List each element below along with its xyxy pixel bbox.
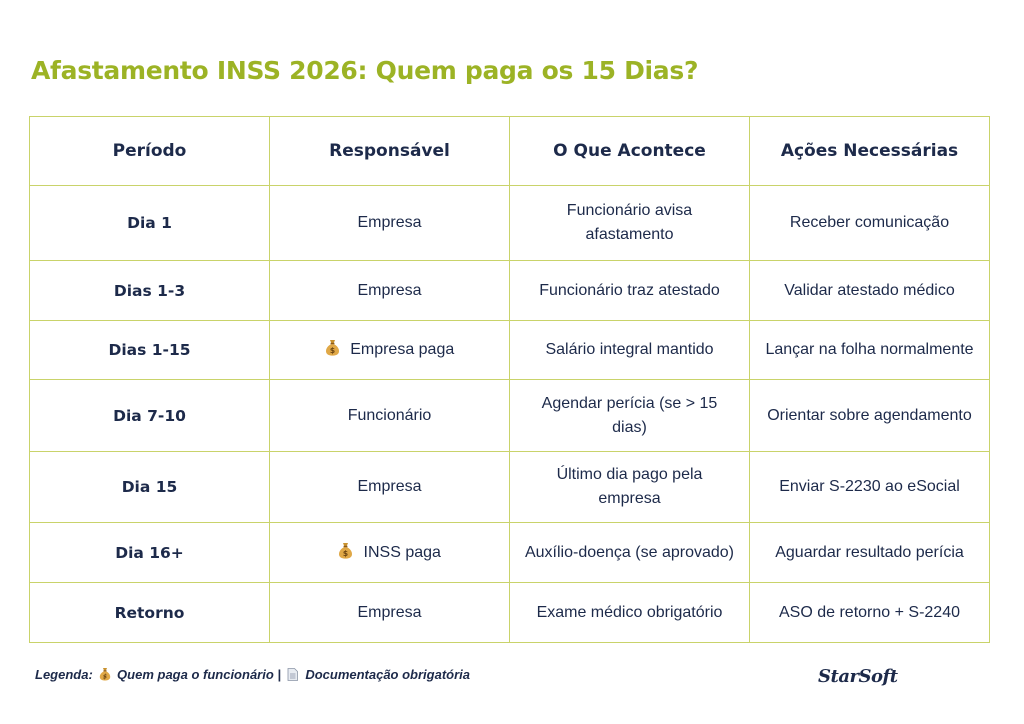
table-row: [30, 452, 990, 523]
cell-actions: Aguardar resultado perícia: [750, 523, 990, 583]
cell-responsible: [270, 321, 510, 380]
cell-responsible-text: Empresa: [357, 603, 422, 621]
cell-period: Dias 1-15: [30, 321, 270, 380]
inss-table: [29, 116, 990, 643]
cell-responsible-text: Empresa paga: [350, 341, 455, 358]
cell-responsible-text: INSS paga: [363, 543, 441, 561]
cell-period: Dias 1-3: [30, 261, 270, 321]
header-responsible: Responsável: [270, 117, 510, 186]
cell-responsible: [270, 186, 510, 261]
legend: [35, 667, 470, 682]
cell-happens: Agendar perícia (se > 15 dias): [510, 380, 750, 452]
svg-text:$: $: [342, 548, 349, 558]
cell-responsible: [270, 261, 510, 321]
cell-period: Dia 16+: [30, 523, 270, 583]
cell-happens: Salário integral mantido: [510, 321, 750, 380]
table-row: [30, 583, 990, 643]
header-period: Período: [30, 117, 270, 186]
cell-period: Dia 15: [30, 452, 270, 523]
cell-happens: Funcionário avisa afastamento: [510, 186, 750, 261]
cell-period: Dia 1: [30, 186, 270, 261]
money-bag-icon: [338, 542, 353, 559]
cell-actions: Enviar S-2230 ao eSocial: [750, 452, 990, 523]
table-row: [30, 321, 990, 380]
cell-actions: Lançar na folha normalmente: [750, 321, 990, 380]
cell-happens: Auxílio-doença (se aprovado): [510, 523, 750, 583]
cell-period: Retorno: [30, 583, 270, 643]
cell-happens: Último dia pago pela empresa: [510, 452, 750, 523]
legend-doc-text: Documentação obrigatória: [305, 667, 471, 682]
money-bag-icon: [99, 667, 111, 681]
table-row: [30, 186, 990, 261]
table-row: [30, 261, 990, 321]
header-actions: Ações Necessárias: [750, 117, 990, 186]
cell-responsible-text: Empresa: [357, 281, 422, 299]
cell-responsible-text: Empresa: [357, 214, 422, 231]
page-title: Afastamento INSS 2026: Quem paga os 15 Dias?: [31, 56, 699, 85]
money-bag-icon: [325, 339, 340, 356]
legend-separator: |: [277, 667, 282, 682]
legend-prefix: Legenda:: [35, 667, 93, 682]
cell-responsible: [270, 380, 510, 452]
svg-text:$: $: [329, 346, 335, 355]
cell-actions: ASO de retorno + S-2240: [750, 583, 990, 643]
table-header-row: [30, 117, 990, 186]
cell-actions: Validar atestado médico: [750, 261, 990, 321]
cell-responsible: [270, 583, 510, 643]
header-happens: O Que Acontece: [510, 117, 750, 186]
table-row: [30, 380, 990, 452]
cell-responsible: [270, 523, 510, 583]
cell-period: Dia 7-10: [30, 380, 270, 452]
cell-happens: Exame médico obrigatório: [510, 583, 750, 643]
table-row: [30, 523, 990, 583]
cell-responsible-text: Funcionário: [347, 406, 432, 424]
cell-responsible-text: Empresa: [357, 478, 422, 495]
cell-happens: Funcionário traz atestado: [510, 261, 750, 321]
cell-responsible: [270, 452, 510, 523]
cell-actions: Receber comunicação: [750, 186, 990, 261]
cell-actions: Orientar sobre agendamento: [750, 380, 990, 452]
legend-money-text: Quem paga o funcionário: [117, 667, 274, 682]
document-icon: [287, 668, 298, 681]
svg-text:$: $: [103, 673, 108, 681]
starsoft-logo: StarSoft: [818, 666, 898, 687]
